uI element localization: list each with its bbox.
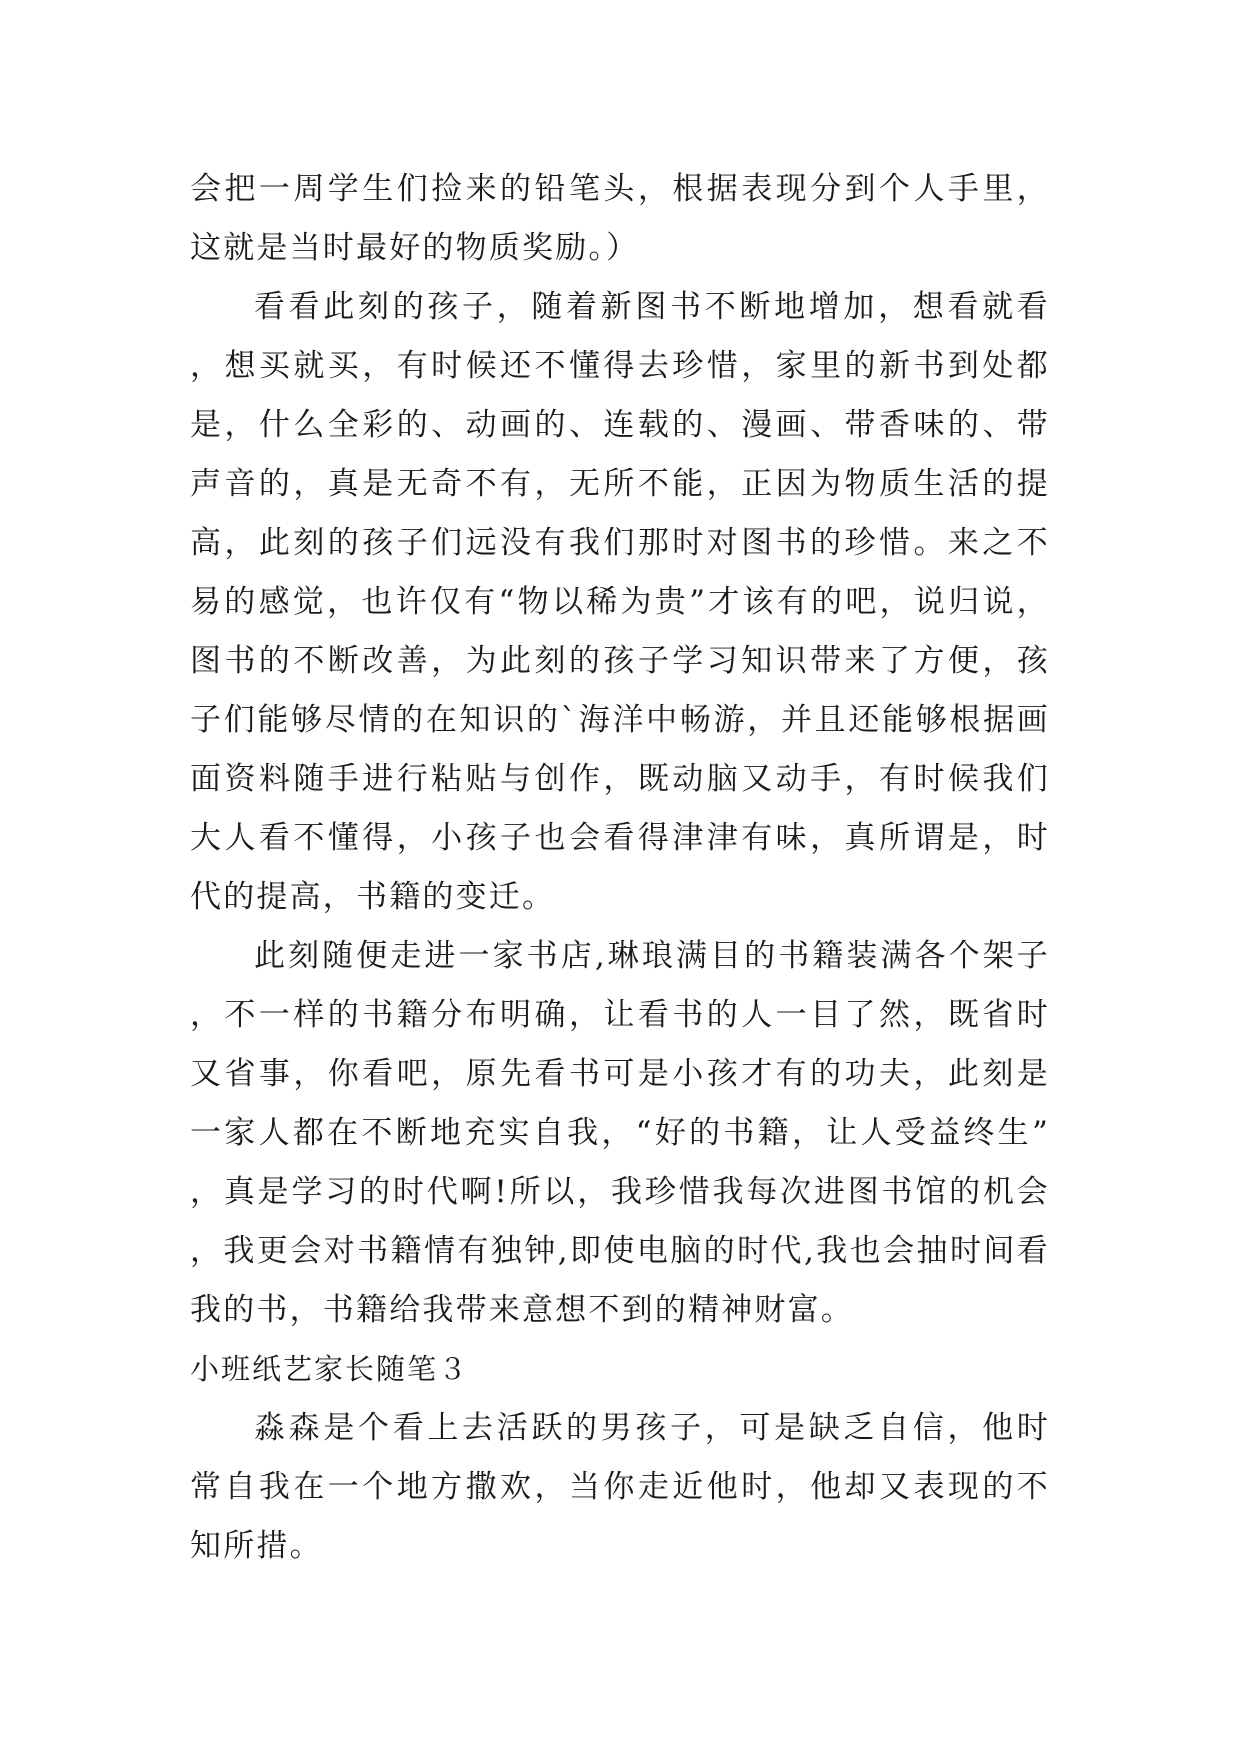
document-body: [190, 160, 1050, 1576]
paragraph-miaosen: 淼森是个看上去活跃的男孩子，可是缺乏自信，他时常自我在一个地方撒欢，当你走近他时，他却又表现的不知所措。: [190, 1410, 1050, 1564]
paragraph-bookstore: 此刻随便走进一家书店,琳琅满目的书籍装满各个架子，不一样的书籍分布明确，让看书的人一目了然，既省时又省事，你看吧，原先看书可是小孩才有的功夫，此刻是一家人都在不断地充实自我，“好的书籍，让人受益终生”，真是学习的时代啊!所以，我珍惜我每次进图书馆的机会，我更会对书籍情有独钟,即使电脑的时代,我也会抽时间看我的书，书籍给我带来意想不到的精神财富。: [190, 938, 1050, 1328]
paragraph-continuation: 会把一周学生们捡来的铅笔头，根据表现分到个人手里，这就是当时最好的物质奖励。）: [190, 171, 1050, 266]
paragraph-children-books: 看看此刻的孩子，随着新图书不断地增加，想看就看，想买就买，有时候还不懂得去珍惜，家里的新书到处都是，什么全彩的、动画的、连载的、漫画、带香味的、带声音的，真是无奇不有，无所不能，正因为物质生活的提高，此刻的孩子们远没有我们那时对图书的珍惜。来之不易的感觉，也许仅有“物以稀为贵”才该有的吧，说归说，图书的不断改善，为此刻的孩子学习知识带来了方便，孩子们能够尽情的在知识的`海洋中畅游，并且还能够根据画面资料随手进行粘贴与创作，既动脑又动手，有时候我们大人看不懂得，小孩子也会看得津津有味，真所谓是，时代的提高，书籍的变迁。: [190, 289, 1050, 915]
section-heading: 小班纸艺家长随笔３: [190, 1352, 470, 1386]
